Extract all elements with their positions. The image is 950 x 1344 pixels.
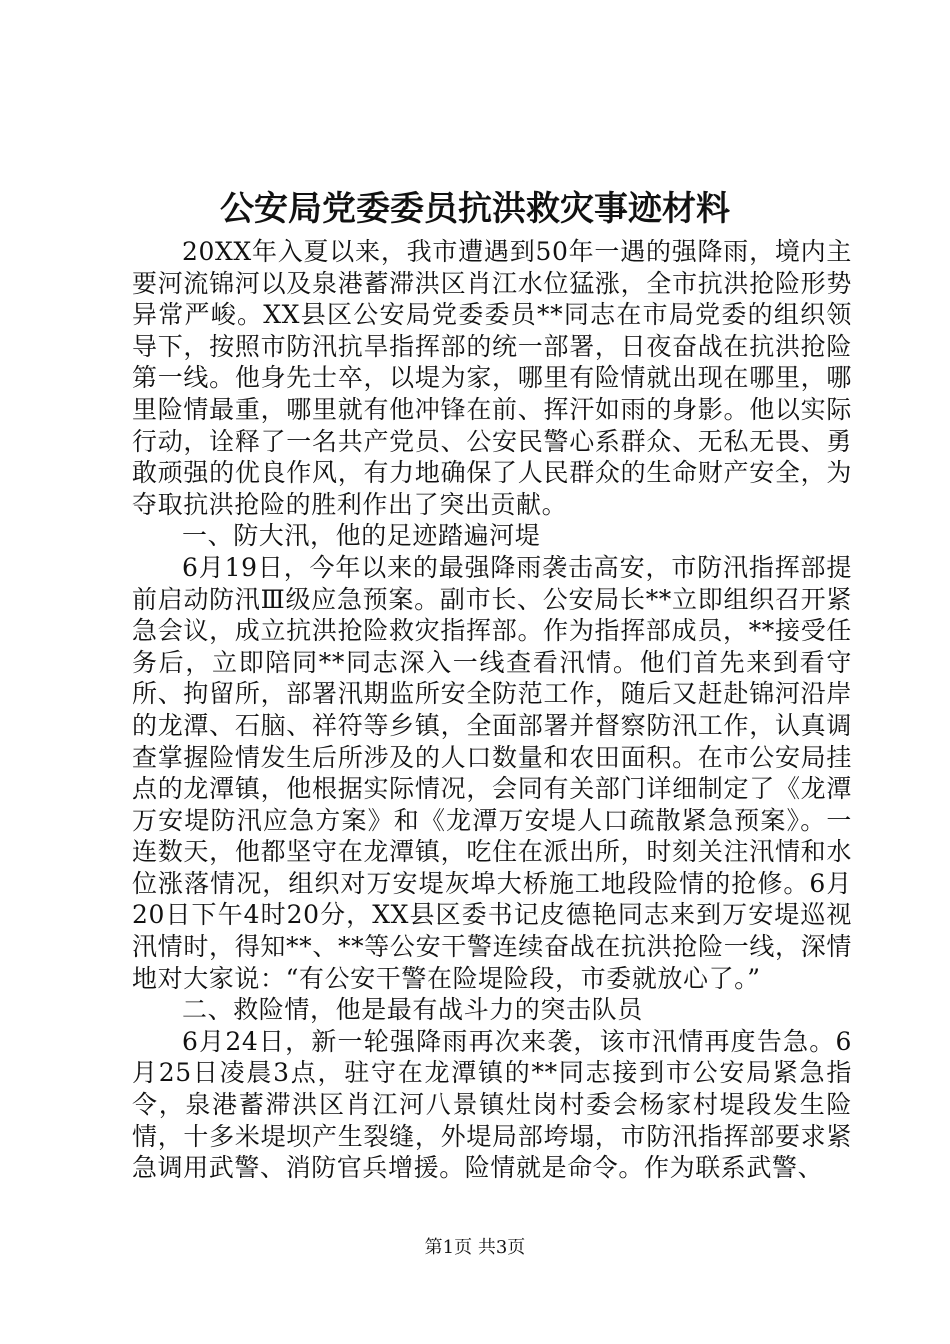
document-body	[132, 236, 852, 1184]
section-heading-1: 一、防大汛，他的足迹踏遍河堤	[182, 521, 541, 551]
section-heading-2: 二、救险情，他是最有战斗力的突击队员	[182, 995, 643, 1025]
paragraph-section-1: 6月19日，今年以来的最强降雨袭击高安，市防汛指挥部提前启动防汛Ⅲ级应急预案。副市长、公安局长**立即组织召开紧急会议，成立抗洪抢险救灾指挥部。作为指挥部成员，**接受任务后，立即陪同**同志深入一线查看汛情。他们首先来到看守所、拘留所，部署汛期监所安全防范工作，随后又赶赴锦河沿岸的龙潭、石脑、祥符等乡镇，全面部署并督察防汛工作，认真调查掌握险情发生后所涉及的人口数量和农田面积。在市公安局挂点的龙潭镇，他根据实际情况，会同有关部门详细制定了《龙潭万安堤防汛应急方案》和《龙潭万安堤人口疏散紧急预案》。一连数天，他都坚守在龙潭镇，吃住在派出所，时刻关注汛情和水位涨落情况，组织对万安堤灰埠大桥施工地段险情的抢修。6月20日下午4时20分，XX县区委书记皮德艳同志来到万安堤巡视汛情时，得知**、**等公安干警连续奋战在抗洪抢险一线，深情地对大家说：“有公安干警在险堤险段，市委就放心了。”	[132, 552, 852, 993]
page-footer: 第1页 共3页	[424, 1237, 526, 1258]
paragraph-section-2: 6月24日，新一轮强降雨再次来袭，该市汛情再度告急。6月25日凌晨3点，驻守在龙潭镇的**同志接到市公安局紧急指令，泉港蓄滞洪区肖江河八景镇灶岗村委会杨家村堤段发生险情，十多米堤坝产生裂缝，外堤局部垮塌，市防汛指挥部要求紧急调用武警、消防官兵增援。险情就是命令。作为联系武警、	[132, 1026, 852, 1183]
document-title: 公安局党委委员抗洪救灾事迹材料	[220, 189, 730, 229]
paragraph-intro: 20XX年入夏以来，我市遭遇到50年一遇的强降雨，境内主要河流锦河以及泉港蓄滞洪区肖江水位猛涨，全市抗洪抢险形势异常严峻。XX县区公安局党委委员**同志在市局党委的组织领导下，按照市防汛抗旱指挥部的统一部署，日夜奋战在抗洪抢险第一线。他身先士卒，以堤为家，哪里有险情就出现在哪里，哪里险情最重，哪里就有他冲锋在前、挥汗如雨的身影。他以实际行动，诠释了一名共产党员、公安民警心系群众、无私无畏、勇敢顽强的优良作风，有力地确保了人民群众的生命财产安全，为夺取抗洪抢险的胜利作出了突出贡献。	[132, 237, 852, 519]
